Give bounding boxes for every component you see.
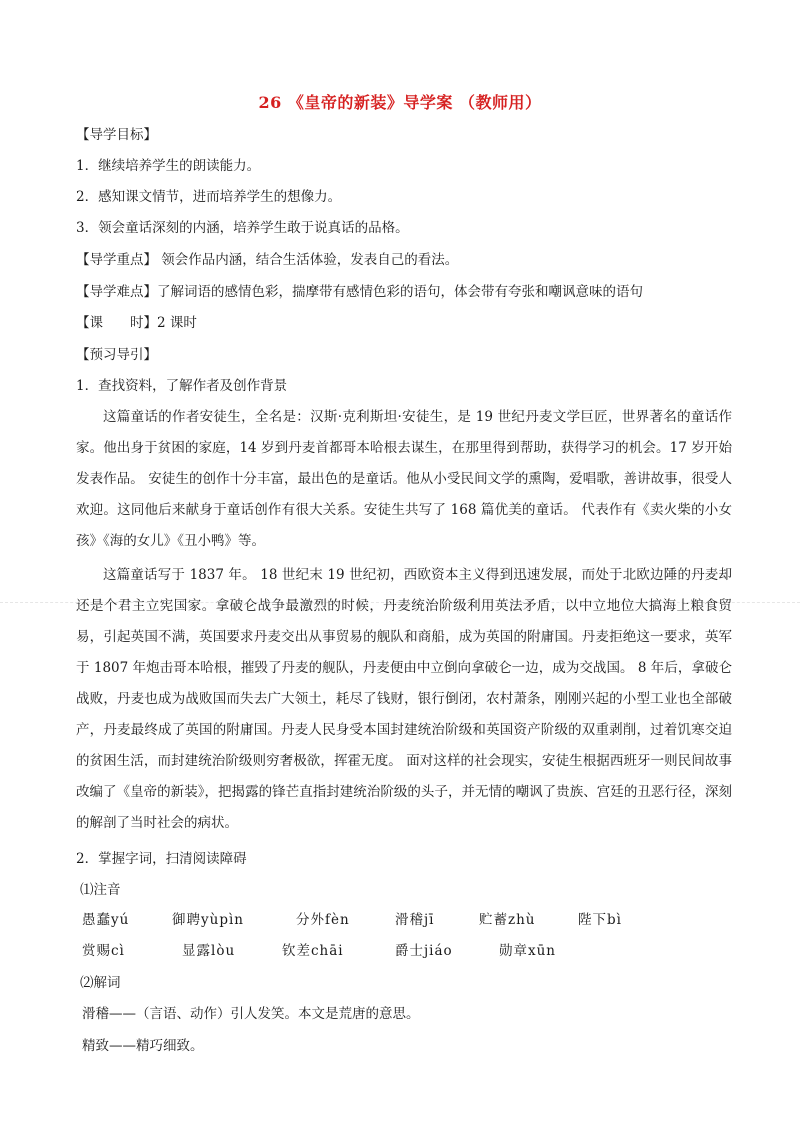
definitions-heading: ⑵解词 xyxy=(80,975,121,991)
phonetic-entry: 赏赐cì xyxy=(82,943,125,959)
page-title: 26 《皇帝的新装》导学案 （教师用） xyxy=(258,93,542,112)
phonetic-entry: 陛下bì xyxy=(578,912,622,928)
key-point-label: 【导学重点】 xyxy=(76,252,157,268)
phonetic-entry: 爵士jiáo xyxy=(395,943,453,959)
period-text: 2 课时 xyxy=(157,315,197,331)
difficulty-label: 【导学难点】 xyxy=(76,284,157,300)
phonetics-heading: ⑴注音 xyxy=(80,882,121,898)
phonetic-entry: 愚蠢yú xyxy=(82,912,130,928)
key-point-text: 领会作品内涵，结合生活体验，发表自己的看法。 xyxy=(157,252,459,268)
goals-heading: 【导学目标】 xyxy=(76,127,157,143)
phonetic-entry: 滑稽jī xyxy=(395,912,435,928)
difficulty-text: 了解词语的感情色彩，揣摩带有感情色彩的语句，体会带有夸张和嘲讽意味的语句 xyxy=(157,284,643,300)
key-point-line xyxy=(76,250,458,270)
preview-step-2: 2．掌握字词，扫清阅读障碍 xyxy=(76,851,247,867)
goal-item: 1．继续培养学生的朗读能力。 xyxy=(76,158,261,174)
phonetic-entry: 分外fèn xyxy=(296,912,350,928)
phonetic-entry: 显露lòu xyxy=(182,943,236,959)
preview-heading: 【预习导引】 xyxy=(76,347,157,363)
phonetic-entry: 御聘yùpìn xyxy=(172,912,244,928)
author-background-paragraph: 这篇童话的作者安徒生，全名是：汉斯·克利斯坦·安徒生，是 19 世纪丹麦文学巨匠，世界著名的童话作家。他出身于贫困的家庭，14 岁到丹麦首都哥本哈根去谋生，在那里得到帮助，获得学习的机会。17 岁开始发表作品。 安徒生的创作十分丰富，最出色的是童话。他从小受民间文学的熏陶，爱唱歌，善讲故事，很受人欢迎。这同他后来献身于童话创作有很大关系。安徒生共写了 168 篇优美的童话。 代表作有《卖火柴的小女孩》《海的女儿》《丑小鸭》等。 xyxy=(76,409,732,549)
phonetic-entry: 勋章xūn xyxy=(499,943,557,959)
period-line xyxy=(76,313,197,333)
phonetic-entry: 贮蓄zhù xyxy=(479,912,536,928)
preview-step-1: 1．查找资料，了解作者及创作背景 xyxy=(76,378,288,394)
definition-item: 精致——精巧细致。 xyxy=(82,1038,204,1054)
definition-item: 滑稽——（言语、动作）引人发笑。本文是荒唐的意思。 xyxy=(82,1006,420,1022)
difficulty-line xyxy=(76,282,643,302)
goal-item: 3．领会童话深刻的内涵，培养学生敢于说真话的品格。 xyxy=(76,220,409,236)
goal-item: 2．感知课文情节，进而培养学生的想像力。 xyxy=(76,189,342,205)
period-label: 【课 时】 xyxy=(76,315,157,331)
phonetic-entry: 钦差chāi xyxy=(282,943,344,959)
historical-background-paragraph: 这篇童话写于 1837 年。 18 世纪末 19 世纪初，西欧资本主义得到迅速发展，而处于北欧边陲的丹麦却还是个君主立宪国家。拿破仑战争最激烈的时候，丹麦统治阶级利用英法矛盾，以中立地位大搞海上粮食贸易，引起英国不满，英国要求丹麦交出从事贸易的舰队和商船，成为英国的附庸国。丹麦拒绝这一要求，英军于 1807 年炮击哥本哈根，摧毁了丹麦的舰队，丹麦便由中立倒向拿破仑一边，成为交战国。 8 年后，拿破仑战败，丹麦也成为战败国而失去广大领土，耗尽了钱财，银行倒闭，农村萧条，刚刚兴起的小型工业也全部破产，丹麦最终成了英国的附庸国。丹麦人民身受本国封建统治阶级和英国资产阶级的双重剥削，过着饥寒交迫的贫困生活，而封建统治阶级则穷奢极欲，挥霍无度。 面对这样的社会现实，安徒生根据西班牙一则民间故事改编了《皇帝的新装》，把揭露的锋芒直指封建统治阶级的头子，并无情的嘲讽了贵族、宫廷的丑恶行径，深刻的解剖了当时社会的病状。 xyxy=(76,567,732,831)
